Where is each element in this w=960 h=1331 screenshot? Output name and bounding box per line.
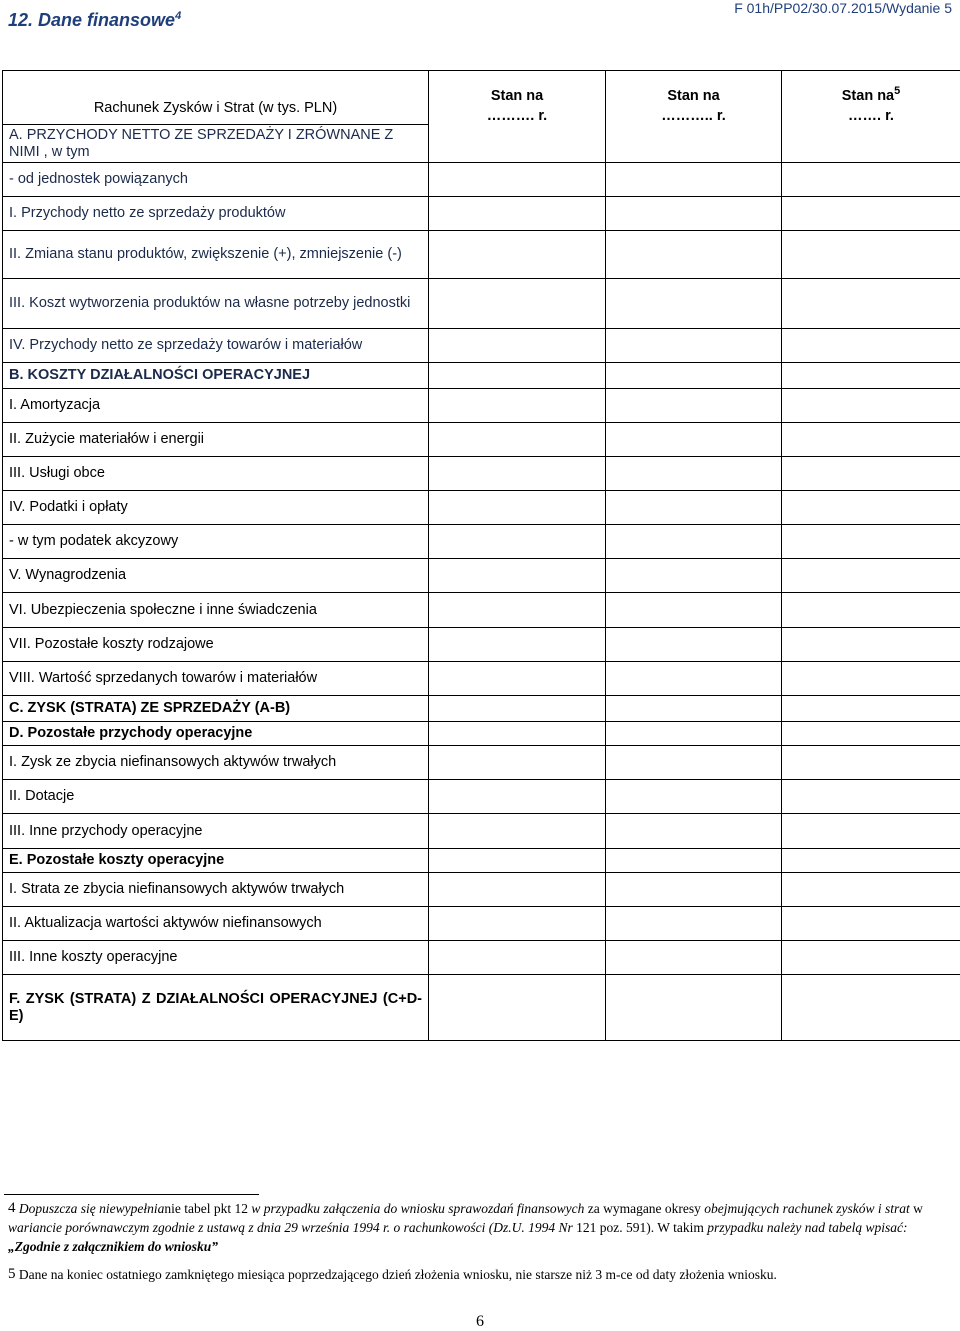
table-row <box>3 329 960 363</box>
value-cell[interactable] <box>429 423 606 457</box>
value-cell[interactable] <box>782 722 960 746</box>
value-cell[interactable] <box>429 814 606 849</box>
value-cell[interactable] <box>782 279 960 329</box>
form-code: F 01h/PP02/30.07.2015/Wydanie 5 <box>734 0 952 16</box>
value-cell[interactable] <box>429 907 606 941</box>
table-row <box>3 457 960 491</box>
value-cell[interactable] <box>606 814 782 849</box>
value-cell[interactable] <box>782 197 960 231</box>
value-cell[interactable] <box>606 491 782 525</box>
row-label: D. Pozostałe przychody operacyjne <box>3 722 429 746</box>
value-cell[interactable] <box>782 491 960 525</box>
value-cell[interactable] <box>429 780 606 814</box>
value-cell[interactable] <box>606 423 782 457</box>
row-label: II. Zużycie materiałów i energii <box>3 423 429 457</box>
footnote-ref: 4 <box>175 10 181 22</box>
table-row <box>3 593 960 628</box>
value-cell[interactable] <box>782 423 960 457</box>
value-cell[interactable] <box>429 197 606 231</box>
row-label: E. Pozostałe koszty operacyjne <box>3 849 429 873</box>
value-cell[interactable] <box>606 389 782 423</box>
value-cell[interactable] <box>782 363 960 389</box>
value-cell[interactable] <box>429 279 606 329</box>
value-cell[interactable] <box>429 662 606 696</box>
value-cell[interactable] <box>606 593 782 628</box>
value-cell[interactable] <box>606 907 782 941</box>
row-label: II. Dotacje <box>3 780 429 814</box>
row-label: - w tym podatek akcyzowy <box>3 525 429 559</box>
row-label: I. Przychody netto ze sprzedaży produktów <box>3 197 429 231</box>
value-cell[interactable] <box>606 525 782 559</box>
value-cell[interactable] <box>782 163 960 197</box>
row-label: A. PRZYCHODY NETTO ZE SPRZEDAŻY I ZRÓWNANE Z NIMI , w tym <box>3 125 429 163</box>
row-label: B. KOSZTY DZIAŁALNOŚCI OPERACYJNEJ <box>3 363 429 389</box>
value-cell[interactable] <box>782 907 960 941</box>
value-cell[interactable] <box>606 746 782 780</box>
value-cell[interactable] <box>782 662 960 696</box>
table-row <box>3 722 960 746</box>
value-cell[interactable] <box>429 746 606 780</box>
value-cell[interactable] <box>429 363 606 389</box>
value-cell[interactable] <box>606 559 782 593</box>
value-cell[interactable] <box>429 559 606 593</box>
value-cell[interactable] <box>782 457 960 491</box>
value-cell[interactable] <box>429 975 606 1041</box>
table-row <box>3 231 960 279</box>
value-cell[interactable] <box>606 722 782 746</box>
row-label: I. Zysk ze zbycia niefinansowych aktywów trwałych <box>3 746 429 780</box>
row-label: - od jednostek powiązanych <box>3 163 429 197</box>
value-cell[interactable] <box>782 780 960 814</box>
column-header-2: Stan na ……….. r. <box>606 71 782 163</box>
value-cell[interactable] <box>429 163 606 197</box>
value-cell[interactable] <box>606 941 782 975</box>
row-label: II. Zmiana stanu produktów, zwiększenie (+), zmniejszenie (-) <box>3 231 429 279</box>
row-label: III. Usługi obce <box>3 457 429 491</box>
value-cell[interactable] <box>606 197 782 231</box>
table-row <box>3 163 960 197</box>
value-cell[interactable] <box>782 873 960 907</box>
value-cell[interactable] <box>782 389 960 423</box>
table-row <box>3 389 960 423</box>
value-cell[interactable] <box>429 849 606 873</box>
row-label: I. Strata ze zbycia niefinansowych aktywów trwałych <box>3 873 429 907</box>
value-cell[interactable] <box>606 329 782 363</box>
value-cell[interactable] <box>429 722 606 746</box>
footnote-5: 5 Dane na koniec ostatniego zamkniętego miesiąca poprzedzającego dzień złożenia wniosku, nie starsze niż 3 m-ce od daty złożenia wniosku. <box>8 1265 956 1284</box>
table-row <box>3 423 960 457</box>
value-cell[interactable] <box>782 593 960 628</box>
table-row <box>3 780 960 814</box>
table-row <box>3 197 960 231</box>
value-cell[interactable] <box>429 457 606 491</box>
row-label: I. Amortyzacja <box>3 389 429 423</box>
value-cell[interactable] <box>606 849 782 873</box>
table-row <box>3 907 960 941</box>
footnote-number: 5 <box>8 1266 16 1282</box>
value-cell[interactable] <box>606 873 782 907</box>
table-row <box>3 628 960 662</box>
footnote-number: 4 <box>8 1200 16 1216</box>
value-cell[interactable] <box>606 628 782 662</box>
column-header-3: Stan $na^5$ ……. r. <box>782 71 960 163</box>
value-cell[interactable] <box>606 696 782 722</box>
row-label: VIII. Wartość sprzedanych towarów i materiałów <box>3 662 429 696</box>
value-cell[interactable] <box>429 329 606 363</box>
row-label: VI. Ubezpieczenia społeczne i inne świadczenia <box>3 593 429 628</box>
value-cell[interactable] <box>429 628 606 662</box>
value-cell[interactable] <box>782 746 960 780</box>
value-cell[interactable] <box>429 389 606 423</box>
row-label: III. Inne przychody operacyjne <box>3 814 429 849</box>
table-row <box>3 525 960 559</box>
value-cell[interactable] <box>429 593 606 628</box>
value-cell[interactable] <box>606 780 782 814</box>
row-label: IV. Podatki i opłaty <box>3 491 429 525</box>
table-row <box>3 814 960 849</box>
table-row <box>3 696 960 722</box>
value-cell[interactable] <box>606 231 782 279</box>
section-title: 12. Dane finansowe$^4$ <box>8 10 181 31</box>
income-statement-table <box>2 70 960 1041</box>
row-label: III. Koszt wytworzenia produktów na własne potrzeby jednostki <box>3 279 429 329</box>
value-cell[interactable] <box>782 559 960 593</box>
table-row <box>3 491 960 525</box>
value-cell[interactable] <box>429 491 606 525</box>
value-cell[interactable] <box>782 941 960 975</box>
value-cell[interactable] <box>429 231 606 279</box>
value-cell[interactable] <box>606 457 782 491</box>
footnote-4: 4 Dopuszcza się niewypełnianie tabel pkt 12 w przypadku załączenia do wniosku sprawozdań finansowych za wymagane okresy obejmujących rachunek zysków i strat w wariancie porównawczym zgodnie z ustawą z dnia 29 września 1994 r. o rachunkowości (Dz.U. 1994 Nr 121 poz. 591). W takim przypadku należy nad tabelą wpisać: „Zgodnie z załącznikiem do wniosku” <box>8 1199 956 1256</box>
row-label: V. Wynagrodzenia <box>3 559 429 593</box>
value-cell[interactable] <box>429 525 606 559</box>
value-cell[interactable] <box>606 662 782 696</box>
value-cell[interactable] <box>782 849 960 873</box>
value-cell[interactable] <box>782 628 960 662</box>
value-cell[interactable] <box>782 975 960 1041</box>
value-cell[interactable] <box>782 231 960 279</box>
table-row <box>3 873 960 907</box>
row-label: F. ZYSK (STRATA) Z DZIAŁALNOŚCI OPERACYJNEJ (C+D-E) <box>3 975 429 1041</box>
value-cell[interactable] <box>606 363 782 389</box>
value-cell[interactable] <box>606 163 782 197</box>
table-row <box>3 849 960 873</box>
value-cell[interactable] <box>782 525 960 559</box>
table-row <box>3 363 960 389</box>
value-cell[interactable] <box>606 975 782 1041</box>
footnote-separator <box>4 1194 259 1195</box>
value-cell[interactable] <box>429 941 606 975</box>
row-label: C. ZYSK (STRATA) ZE SPRZEDAŻY (A-B) <box>3 696 429 722</box>
row-label: III. Inne koszty operacyjne <box>3 941 429 975</box>
table-row <box>3 559 960 593</box>
value-cell[interactable] <box>782 814 960 849</box>
table-row <box>3 746 960 780</box>
value-cell[interactable] <box>782 329 960 363</box>
row-label: VII. Pozostałe koszty rodzajowe <box>3 628 429 662</box>
value-cell[interactable] <box>429 873 606 907</box>
row-label: IV. Przychody netto ze sprzedaży towarów i materiałów <box>3 329 429 363</box>
column-header-1: Stan na ………. r. <box>429 71 606 163</box>
table-row <box>3 941 960 975</box>
table-row <box>3 662 960 696</box>
value-cell[interactable] <box>606 279 782 329</box>
table-title: Rachunek Zysków i Strat (w tys. PLN) <box>3 71 429 125</box>
table-row <box>3 975 960 1041</box>
page-number: 6 <box>476 1313 484 1331</box>
row-label: II. Aktualizacja wartości aktywów niefinansowych <box>3 907 429 941</box>
table-row <box>3 279 960 329</box>
value-cell[interactable] <box>429 696 606 722</box>
value-cell[interactable] <box>782 696 960 722</box>
